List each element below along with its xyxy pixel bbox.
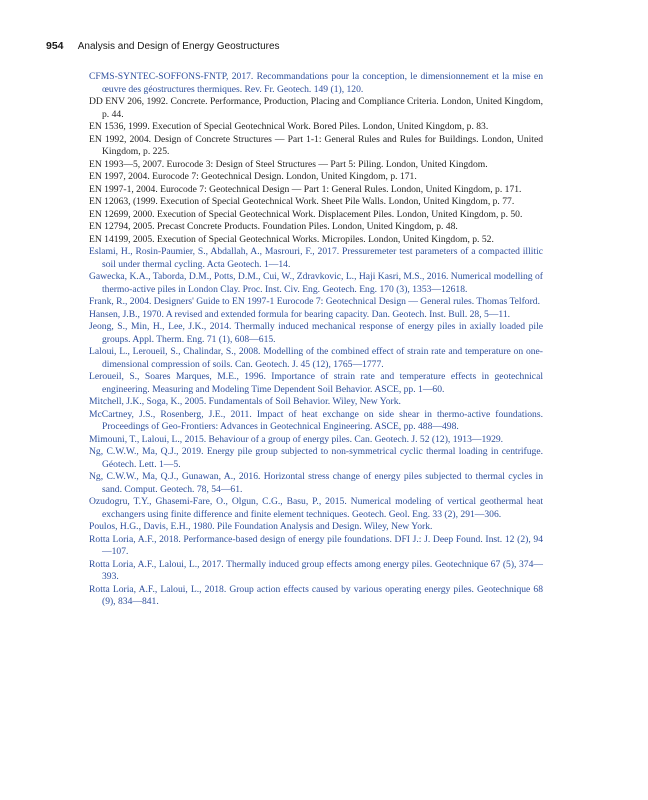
reference-entry[interactable]: Rotta Loria, A.F., 2018. Performance-based design of energy pile foundations. DFI J.: J. Deep Found. Inst. 12 (2), 94—107. xyxy=(89,533,543,557)
reference-entry[interactable]: Mimouni, T., Laloui, L., 2015. Behaviour of a group of energy piles. Can. Geotech. J. 52 (12), 1913—1929. xyxy=(89,433,504,445)
reference-entry[interactable]: Rotta Loria, A.F., Laloui, L., 2018. Group action effects caused by various operating energy piles. Geotechnique 68 (9), 834—841. xyxy=(89,583,543,607)
reference-entry[interactable]: Ozudogru, T.Y., Ghasemi-Fare, O., Olgun, C.G., Basu, P., 2015. Numerical modeling of vertical geothermal heat exchangers using finite difference and finite element techniques. Geotech. Geol. Eng. 33 (2), 291—306. xyxy=(89,496,543,520)
reference-entry: EN 12794, 2005. Precast Concrete Products. Foundation Piles. London, United Kingdom, p. 48. xyxy=(89,221,458,232)
reference-entry[interactable]: Rotta Loria, A.F., Laloui, L., 2017. Thermally induced group effects among energy piles. Geotechnique 67 (5), 374—393. xyxy=(89,558,543,582)
reference-entry[interactable]: Leroueil, S., Soares Marques, M.E., 1996. Importance of strain rate and temperature effects in geotechnical engineering. Measuring and Modeling Time Dependent Soil Behavior. ASCE, pp. 1—60. xyxy=(89,371,543,395)
reference-entry[interactable]: McCartney, J.S., Rosenberg, J.E., 2011. Impact of heat exchange on side shear in thermo-active foundations. Proceedings of Geo-Frontiers: Advances in Geotechnical Engineering. ASCE, pp. 488—498. xyxy=(89,408,543,432)
reference-entry[interactable]: Gawecka, K.A., Taborda, D.M., Potts, D.M., Cui, W., Zdravkovic, L., Haji Kasri, M.S., 2016. Numerical modelling of thermo-active piles in London Clay. Proc. Inst. Civ. Eng. Geotech. Eng. 170 (3), 1353—12618. xyxy=(89,271,543,295)
reference-entry[interactable]: CFMS-SYNTEC-SOFFONS-FNTP, 2017. Recommandations pour la conception, le dimensionnement et la mise en œuvre des géostructures thermiques. Rev. Fr. Geotech. 149 (1), 120. xyxy=(89,71,543,95)
reference-entry[interactable]: Laloui, L., Leroueil, S., Chalindar, S., 2008. Modelling of the combined effect of strain rate and temperature on one-dimensional compression of soils. Can. Geotech. J. 45 (12), 1765—1777. xyxy=(89,346,543,370)
running-header xyxy=(46,40,280,52)
reference-entry[interactable]: Eslami, H., Rosin-Paumier, S., Abdallah, A., Masrouri, F., 2017. Pressuremeter test parameters of a compacted illitic soil under thermal cycling. Acta Geotech. 1—14. xyxy=(89,246,543,270)
reference-entry: EN 1997-1, 2004. Eurocode 7: Geotechnical Design — Part 1: General Rules. London, United Kingdom, p. 171. xyxy=(89,183,522,195)
reference-list xyxy=(89,71,543,609)
reference-entry[interactable]: Jeong, S., Min, H., Lee, J.K., 2014. Thermally induced mechanical response of energy piles in axially loaded pile groups. Appl. Therm. Eng. 71 (1), 608—615. xyxy=(89,321,543,345)
reference-entry: EN 1997, 2004. Eurocode 7: Geotechnical Design. London, United Kingdom, p. 171. xyxy=(89,171,417,182)
reference-entry: EN 1536, 1999. Execution of Special Geotechnical Work. Bored Piles. London, United Kingdom, p. 83. xyxy=(89,121,489,132)
reference-entry[interactable]: Ng, C.W.W., Ma, Q.J., 2019. Energy pile group subjected to non-symmetrical cyclic thermal loading in centrifuge. Géotech. Lett. 1—5. xyxy=(89,446,543,470)
reference-entry: EN 1992, 2004. Design of Concrete Structures — Part 1-1: General Rules and Rules for Buildings. London, United Kingdom, p. 225. xyxy=(89,133,543,157)
page-number: 954 xyxy=(46,40,64,52)
reference-entry: EN 14199, 2005. Execution of Special Geotechnical Works. Micropiles. London, United Kingdom, p. 52. xyxy=(89,233,494,245)
reference-entry[interactable]: Ng, C.W.W., Ma, Q.J., Gunawan, A., 2016. Horizontal stress change of energy piles subjected to thermal cycles in sand. Comput. Geotech. 78, 54—61. xyxy=(89,471,543,495)
reference-entry: DD ENV 206, 1992. Concrete. Performance, Production, Placing and Compliance Criteria. London, United Kingdom, p. 44. xyxy=(89,96,543,120)
reference-entry: EN 12699, 2000. Execution of Special Geotechnical Work. Displacement Piles. London, United Kingdom, p. 50. xyxy=(89,208,523,220)
running-title: Analysis and Design of Energy Geostructures xyxy=(77,41,280,52)
reference-entry: EN 1993—5, 2007. Eurocode 3: Design of Steel Structures — Part 5: Piling. London, United Kingdom. xyxy=(89,158,488,170)
reference-entry: EN 12063, (1999. Execution of Special Geotechnical Work. Sheet Pile Walls. London, United Kingdom, p. 77. xyxy=(89,196,515,207)
reference-entry[interactable]: Mitchell, J.K., Soga, K., 2005. Fundamentals of Soil Behavior. Wiley, New York. xyxy=(89,396,401,407)
reference-entry[interactable]: Frank, R., 2004. Designers' Guide to EN 1997-1 Eurocode 7: Geotechnical Design — General rules. Thomas Telford. xyxy=(89,296,540,307)
reference-entry[interactable]: Hansen, J.B., 1970. A revised and extended formula for bearing capacity. Dan. Geotech. Inst. Bull. 28, 5—11. xyxy=(89,308,511,320)
reference-entry[interactable]: Poulos, H.G., Davis, E.H., 1980. Pile Foundation Analysis and Design. Wiley, New York. xyxy=(89,521,433,532)
